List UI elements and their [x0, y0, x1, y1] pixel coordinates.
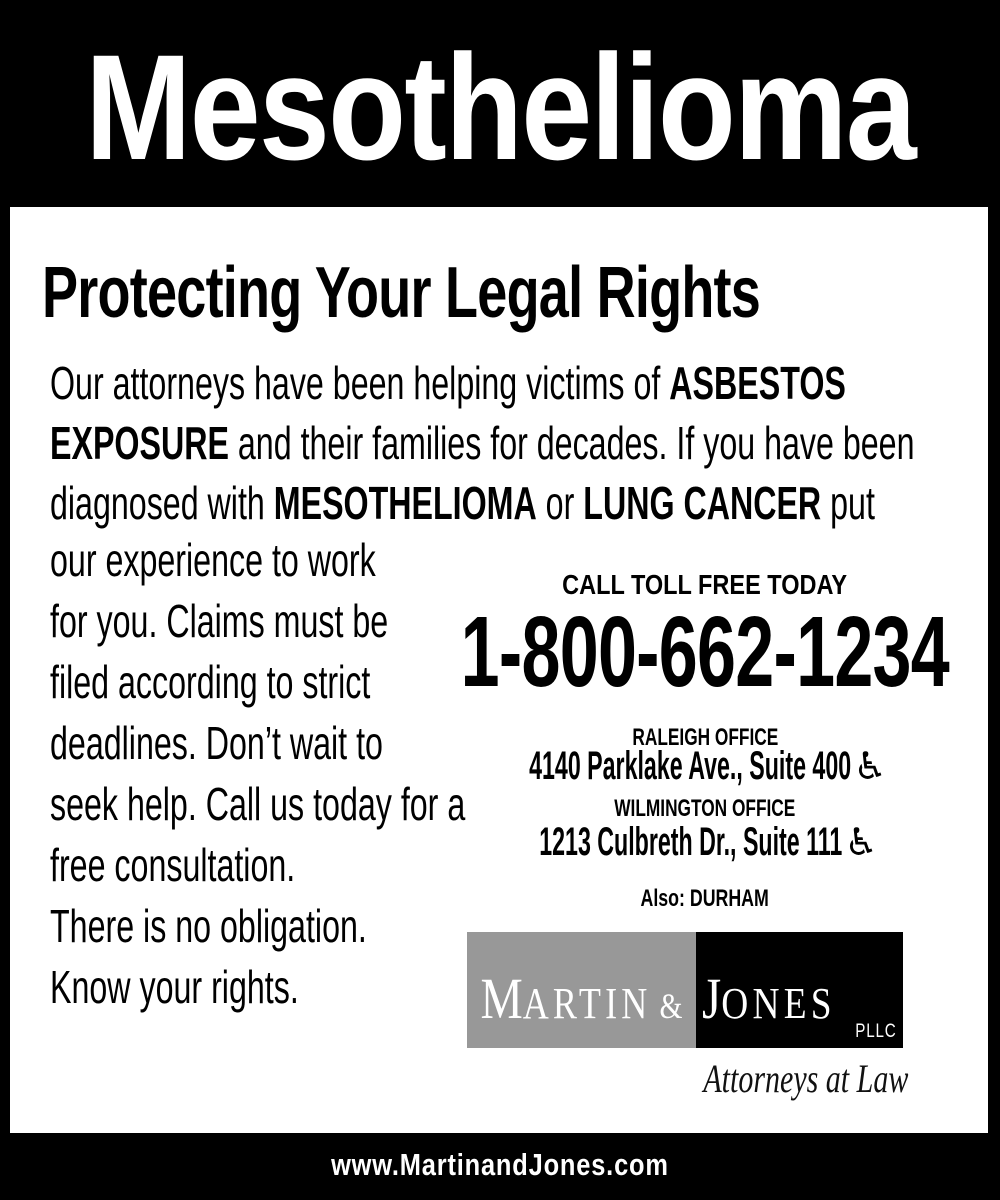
- raleigh-office-address-row: [445, 743, 965, 789]
- logo-martin-initial: M: [480, 966, 523, 1031]
- body-line: for you. Claims must be: [50, 595, 389, 647]
- intro-line-3: [50, 473, 915, 533]
- top-banner: [0, 0, 1000, 207]
- logo-gray-panel: [467, 932, 696, 1048]
- body-line: There is no obligation.: [50, 900, 367, 952]
- wilmington-office-address: [538, 819, 878, 865]
- logo-ampersand: &: [659, 986, 683, 1026]
- body-line: deadlines. Don’t wait to: [50, 717, 383, 769]
- body-line: Know your rights.: [50, 961, 299, 1013]
- logo-martin-text: [480, 966, 683, 1031]
- wheelchair-icon: ♿: [844, 820, 878, 864]
- logo-martin-rest: ARTIN: [522, 979, 652, 1028]
- intro-text: Our attorneys have been helping victims of: [50, 357, 670, 409]
- address-text: 4140 Parklake Ave., Suite 400: [529, 744, 852, 788]
- footer-bar: [0, 1133, 1000, 1200]
- intro-text: or: [536, 477, 584, 529]
- banner-title: Mesothelioma: [85, 23, 915, 191]
- intro-paragraph: [50, 353, 1000, 533]
- address-text: 1213 Culbreth Dr., Suite 111: [538, 820, 843, 864]
- body-line: our experience to work: [50, 534, 376, 586]
- attorneys-at-law-tagline: Attorneys at Law: [702, 1056, 908, 1101]
- website-url: www.MartinandJones.com: [331, 1147, 669, 1182]
- wilmington-office-address-row: [445, 819, 965, 865]
- logo-jones-initial: J: [702, 966, 722, 1031]
- phone-number: 1-800-662-1234: [460, 596, 950, 708]
- body-line: filed according to strict: [50, 656, 371, 708]
- intro-line-2: [50, 413, 915, 473]
- also-durham-row: [445, 886, 965, 912]
- headline: Protecting Your Legal Rights: [42, 253, 761, 333]
- martin-jones-logo: [467, 932, 903, 1048]
- also-durham-note: Also: DURHAM: [640, 885, 770, 912]
- intro-line-1: [50, 353, 915, 413]
- body-line: seek help. Call us today for a: [50, 778, 466, 830]
- content-panel: [10, 207, 988, 1133]
- raleigh-office-address: [529, 743, 888, 789]
- logo-pllc: PLLC: [855, 1021, 897, 1042]
- wheelchair-icon: ♿: [853, 744, 888, 788]
- intro-text: and their families for decades. If you have been: [228, 417, 915, 469]
- intro-bold-mesothelioma: MESOTHELIOMA: [273, 477, 537, 529]
- raleigh-office-label: RALEIGH OFFICE: [632, 724, 778, 751]
- body-line: free consultation.: [50, 839, 296, 891]
- intro-text: put: [821, 477, 875, 529]
- wilmington-office-label: WILMINGTON OFFICE: [614, 795, 796, 822]
- intro-text: diagnosed with: [50, 477, 274, 529]
- phone-row: [445, 596, 965, 708]
- intro-bold-lung-cancer: LUNG CANCER: [583, 477, 822, 529]
- call-toll-free-label: CALL TOLL FREE TODAY: [562, 569, 848, 600]
- logo-jones-rest: ONES: [721, 979, 836, 1028]
- intro-bold-asbestos: ASBESTOS: [669, 357, 846, 409]
- logo-black-panel: [696, 932, 903, 1048]
- logo-jones-text: [702, 966, 836, 1031]
- intro-bold-exposure: EXPOSURE: [50, 417, 229, 469]
